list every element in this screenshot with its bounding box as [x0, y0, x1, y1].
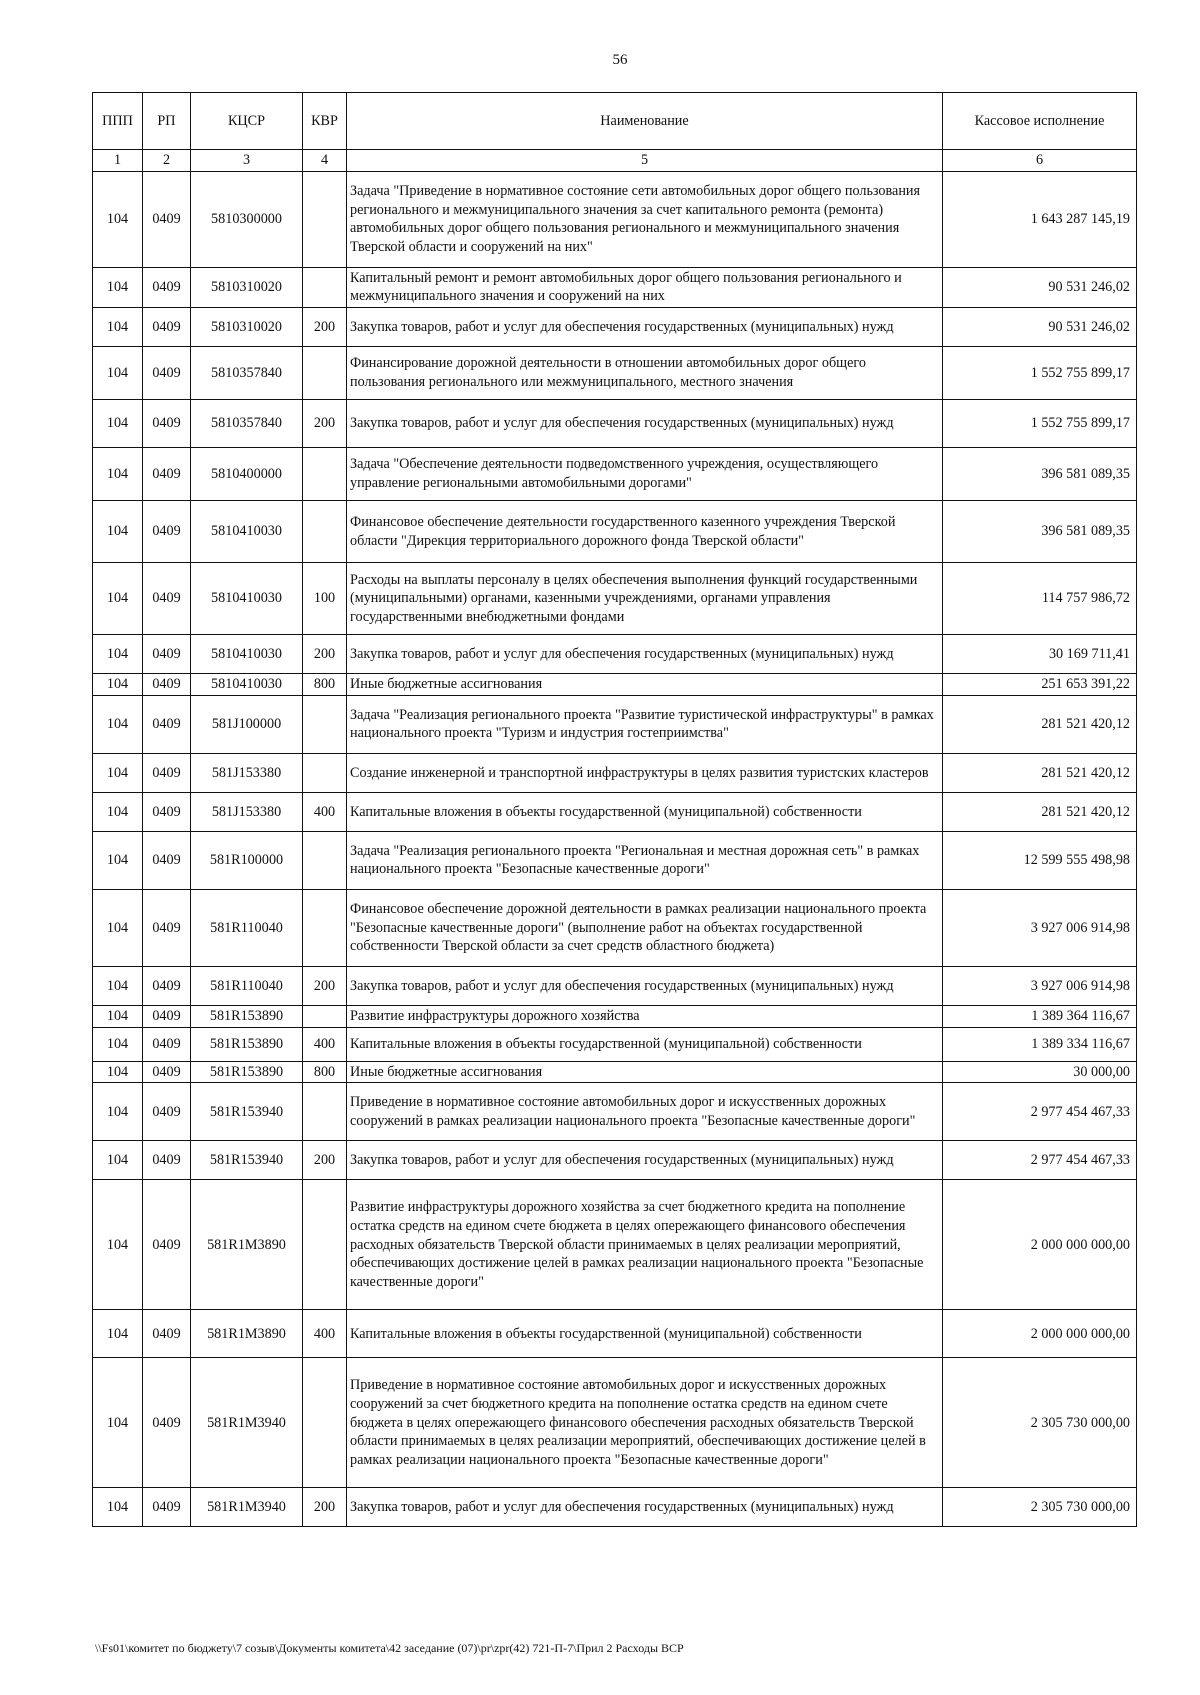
cell-amount: 2 305 730 000,00: [943, 1488, 1137, 1527]
cell-ppp: 104: [93, 1061, 143, 1083]
cell-kvr: [303, 753, 347, 792]
table-row: [93, 1180, 1137, 1310]
cell-name: Закупка товаров, работ и услуг для обеспечения государственных (муниципальных) нужд: [347, 635, 943, 674]
cell-name: Финансирование дорожной деятельности в отношении автомобильных дорог общего пользования регионального или межмуниципального, местного значения: [347, 347, 943, 400]
cell-rp: 0409: [143, 1180, 191, 1310]
cell-kvr: 200: [303, 1141, 347, 1180]
cell-amount: 90 531 246,02: [943, 308, 1137, 347]
cell-kvr: [303, 695, 347, 753]
cell-rp: 0409: [143, 347, 191, 400]
table-row: [93, 966, 1137, 1005]
table-row: [93, 831, 1137, 889]
cell-name: Расходы на выплаты персоналу в целях обеспечения выполнения функций государственными (муниципальными) органами, казенными учреждениями, органами управления государственными внебюджетными фондами: [347, 563, 943, 635]
cell-amount: 2 000 000 000,00: [943, 1310, 1137, 1358]
cell-kcsr: 5810357840: [191, 400, 303, 448]
cell-name: Капитальные вложения в объекты государственной (муниципальной) собственности: [347, 1027, 943, 1061]
cell-name: Закупка товаров, работ и услуг для обеспечения государственных (муниципальных) нужд: [347, 1141, 943, 1180]
cell-name: Капитальные вложения в объекты государственной (муниципальной) собственности: [347, 792, 943, 831]
cell-kvr: 200: [303, 966, 347, 1005]
cell-kcsr: 581R153940: [191, 1141, 303, 1180]
cell-kcsr: 5810410030: [191, 501, 303, 563]
table-row: [93, 501, 1137, 563]
cell-ppp: 104: [93, 501, 143, 563]
column-number: 6: [943, 150, 1137, 172]
table-row: [93, 1027, 1137, 1061]
cell-kvr: 800: [303, 1061, 347, 1083]
cell-rp: 0409: [143, 792, 191, 831]
cell-ppp: 104: [93, 1027, 143, 1061]
cell-amount: 1 552 755 899,17: [943, 347, 1137, 400]
cell-name: Задача "Обеспечение деятельности подведомственного учреждения, осуществляющего управление региональными автомобильными дорогами": [347, 448, 943, 501]
header-ppp: ППП: [93, 93, 143, 150]
cell-kvr: [303, 1005, 347, 1027]
cell-amount: 1 643 287 145,19: [943, 171, 1137, 267]
cell-rp: 0409: [143, 1083, 191, 1141]
table-row: [93, 1310, 1137, 1358]
cell-kcsr: 5810410030: [191, 674, 303, 696]
header-rp: РП: [143, 93, 191, 150]
cell-kcsr: 5810310020: [191, 267, 303, 307]
cell-rp: 0409: [143, 448, 191, 501]
cell-name: Создание инженерной и транспортной инфраструктуры в целях развития туристских кластеров: [347, 753, 943, 792]
cell-rp: 0409: [143, 966, 191, 1005]
table-row: [93, 171, 1137, 267]
cell-ppp: 104: [93, 792, 143, 831]
cell-amount: 2 977 454 467,33: [943, 1083, 1137, 1141]
cell-name: Капитальный ремонт и ремонт автомобильных дорог общего пользования регионального и межмуниципального значения и сооружений на них: [347, 267, 943, 307]
cell-name: Закупка товаров, работ и услуг для обеспечения государственных (муниципальных) нужд: [347, 400, 943, 448]
cell-ppp: 104: [93, 831, 143, 889]
column-number: 3: [191, 150, 303, 172]
cell-kcsr: 581R1M3890: [191, 1180, 303, 1310]
cell-kcsr: 581R110040: [191, 966, 303, 1005]
cell-kvr: [303, 831, 347, 889]
cell-kcsr: 5810410030: [191, 635, 303, 674]
cell-ppp: 104: [93, 966, 143, 1005]
table-row: [93, 267, 1137, 307]
table-row: [93, 695, 1137, 753]
budget-table: [92, 92, 1137, 1527]
table-row: [93, 563, 1137, 635]
cell-kvr: 200: [303, 400, 347, 448]
cell-rp: 0409: [143, 889, 191, 966]
cell-ppp: 104: [93, 1141, 143, 1180]
cell-amount: 281 521 420,12: [943, 695, 1137, 753]
cell-ppp: 104: [93, 1358, 143, 1488]
cell-kvr: 100: [303, 563, 347, 635]
cell-ppp: 104: [93, 753, 143, 792]
cell-kcsr: 581R153890: [191, 1061, 303, 1083]
cell-amount: 396 581 089,35: [943, 501, 1137, 563]
table-row: [93, 1358, 1137, 1488]
cell-kcsr: 581R100000: [191, 831, 303, 889]
cell-kvr: [303, 347, 347, 400]
cell-amount: 30 000,00: [943, 1061, 1137, 1083]
cell-ppp: 104: [93, 1310, 143, 1358]
cell-rp: 0409: [143, 267, 191, 307]
cell-rp: 0409: [143, 1358, 191, 1488]
cell-ppp: 104: [93, 308, 143, 347]
cell-amount: 30 169 711,41: [943, 635, 1137, 674]
column-number: 4: [303, 150, 347, 172]
cell-rp: 0409: [143, 1488, 191, 1527]
table-row: [93, 635, 1137, 674]
table-row: [93, 753, 1137, 792]
table-row: [93, 1488, 1137, 1527]
column-number: 2: [143, 150, 191, 172]
cell-amount: 1 552 755 899,17: [943, 400, 1137, 448]
table-row: [93, 448, 1137, 501]
cell-kvr: [303, 501, 347, 563]
cell-kvr: [303, 889, 347, 966]
cell-ppp: 104: [93, 400, 143, 448]
cell-ppp: 104: [93, 1005, 143, 1027]
cell-name: Иные бюджетные ассигнования: [347, 674, 943, 696]
cell-kvr: 200: [303, 635, 347, 674]
cell-rp: 0409: [143, 563, 191, 635]
cell-kcsr: 5810357840: [191, 347, 303, 400]
cell-name: Финансовое обеспечение деятельности государственного казенного учреждения Тверской области "Дирекция территориального дорожного фонда Тверской области": [347, 501, 943, 563]
cell-name: Задача "Реализация регионального проекта "Развитие туристической инфраструктуры" в рамках национального проекта "Туризм и индустрия гостеприимства": [347, 695, 943, 753]
cell-amount: 114 757 986,72: [943, 563, 1137, 635]
cell-amount: 3 927 006 914,98: [943, 966, 1137, 1005]
table-row: [93, 792, 1137, 831]
cell-name: Задача "Реализация регионального проекта "Региональная и местная дорожная сеть" в рамках национального проекта "Безопасные качественные дороги": [347, 831, 943, 889]
cell-rp: 0409: [143, 1310, 191, 1358]
column-number: 5: [347, 150, 943, 172]
cell-name: Капитальные вложения в объекты государственной (муниципальной) собственности: [347, 1310, 943, 1358]
cell-kvr: [303, 171, 347, 267]
table-row: [93, 347, 1137, 400]
cell-ppp: 104: [93, 1180, 143, 1310]
cell-rp: 0409: [143, 1005, 191, 1027]
cell-amount: 1 389 334 116,67: [943, 1027, 1137, 1061]
column-number-row: [93, 150, 1137, 172]
cell-kcsr: 581J153380: [191, 792, 303, 831]
header-amount: Кассовое исполнение: [943, 93, 1137, 150]
cell-amount: 90 531 246,02: [943, 267, 1137, 307]
cell-amount: 3 927 006 914,98: [943, 889, 1137, 966]
cell-kcsr: 5810310020: [191, 308, 303, 347]
cell-kvr: 400: [303, 1310, 347, 1358]
cell-rp: 0409: [143, 674, 191, 696]
cell-kvr: 200: [303, 308, 347, 347]
cell-amount: 281 521 420,12: [943, 792, 1137, 831]
cell-kvr: [303, 267, 347, 307]
cell-kvr: [303, 1083, 347, 1141]
cell-kcsr: 581R1M3940: [191, 1358, 303, 1488]
header-kcsr: КЦСР: [191, 93, 303, 150]
cell-ppp: 104: [93, 563, 143, 635]
page-number: 56: [612, 52, 628, 68]
cell-amount: 396 581 089,35: [943, 448, 1137, 501]
cell-amount: 2 305 730 000,00: [943, 1358, 1137, 1488]
cell-name: Развитие инфраструктуры дорожного хозяйства: [347, 1005, 943, 1027]
cell-amount: 2 977 454 467,33: [943, 1141, 1137, 1180]
cell-kcsr: 581R153890: [191, 1005, 303, 1027]
cell-rp: 0409: [143, 1027, 191, 1061]
table-row: [93, 889, 1137, 966]
footer-file-path: \\Fs01\комитет по бюджету\7 созыв\Документы комитета\42 заседание (07)\pr\zpr(42) 721-П-7\Прил 2 Расходы ВСР: [95, 1641, 684, 1655]
cell-ppp: 104: [93, 1083, 143, 1141]
cell-rp: 0409: [143, 1141, 191, 1180]
cell-kcsr: 581R1M3940: [191, 1488, 303, 1527]
cell-rp: 0409: [143, 635, 191, 674]
table-row: [93, 400, 1137, 448]
cell-ppp: 104: [93, 889, 143, 966]
cell-kvr: [303, 1180, 347, 1310]
cell-kcsr: 581R153890: [191, 1027, 303, 1061]
cell-kcsr: 581J100000: [191, 695, 303, 753]
cell-amount: 1 389 364 116,67: [943, 1005, 1137, 1027]
cell-name: Приведение в нормативное состояние автомобильных дорог и искусственных дорожных сооружений в рамках реализации национального проекта "Безопасные качественные дороги": [347, 1083, 943, 1141]
cell-name: Закупка товаров, работ и услуг для обеспечения государственных (муниципальных) нужд: [347, 966, 943, 1005]
table-header-row: [93, 93, 1137, 150]
header-kvr: КВР: [303, 93, 347, 150]
cell-kcsr: 581J153380: [191, 753, 303, 792]
cell-name: Закупка товаров, работ и услуг для обеспечения государственных (муниципальных) нужд: [347, 308, 943, 347]
cell-ppp: 104: [93, 347, 143, 400]
cell-amount: 12 599 555 498,98: [943, 831, 1137, 889]
cell-name: Развитие инфраструктуры дорожного хозяйства за счет бюджетного кредита на пополнение остатка средств на едином счете бюджета в целях опережающего финансового обеспечения расходных обязательств Тверской области принимаемых в целях реализации мероприятий, обеспечивающих достижение целей в рамках реализации национального проекта "Безопасные качественные дороги": [347, 1180, 943, 1310]
cell-rp: 0409: [143, 171, 191, 267]
cell-kcsr: 581R153940: [191, 1083, 303, 1141]
table-row: [93, 308, 1137, 347]
column-number: 1: [93, 150, 143, 172]
cell-ppp: 104: [93, 267, 143, 307]
cell-rp: 0409: [143, 501, 191, 563]
cell-name: Приведение в нормативное состояние автомобильных дорог и искусственных дорожных сооружений за счет бюджетного кредита на пополнение остатка средств на едином счете бюджета в целях опережающего финансового обеспечения расходных обязательств Тверской области принимаемых в целях реализации мероприятий, обеспечивающих достижение целей в рамках реализации национального проекта "Безопасные качественные дороги": [347, 1358, 943, 1488]
cell-amount: 2 000 000 000,00: [943, 1180, 1137, 1310]
cell-kcsr: 581R1M3890: [191, 1310, 303, 1358]
cell-kvr: 400: [303, 1027, 347, 1061]
cell-name: Задача "Приведение в нормативное состояние сети автомобильных дорог общего пользования регионального и межмуниципального значения за счет капитального ремонта (ремонта) автомобильных дорог общего пользования регионального и межмуниципального значения Тверской области и сооружений на них": [347, 171, 943, 267]
cell-kvr: 800: [303, 674, 347, 696]
header-name: Наименование: [347, 93, 943, 150]
cell-ppp: 104: [93, 635, 143, 674]
cell-rp: 0409: [143, 753, 191, 792]
cell-ppp: 104: [93, 695, 143, 753]
cell-name: Закупка товаров, работ и услуг для обеспечения государственных (муниципальных) нужд: [347, 1488, 943, 1527]
cell-ppp: 104: [93, 674, 143, 696]
table-body: [93, 171, 1137, 1527]
cell-ppp: 104: [93, 448, 143, 501]
cell-kcsr: 5810300000: [191, 171, 303, 267]
cell-rp: 0409: [143, 1061, 191, 1083]
cell-ppp: 104: [93, 1488, 143, 1527]
cell-ppp: 104: [93, 171, 143, 267]
table-row: [93, 674, 1137, 696]
cell-rp: 0409: [143, 400, 191, 448]
cell-kcsr: 5810400000: [191, 448, 303, 501]
cell-name: Иные бюджетные ассигнования: [347, 1061, 943, 1083]
cell-amount: 251 653 391,22: [943, 674, 1137, 696]
cell-kvr: [303, 448, 347, 501]
cell-rp: 0409: [143, 695, 191, 753]
cell-kvr: 400: [303, 792, 347, 831]
cell-amount: 281 521 420,12: [943, 753, 1137, 792]
cell-kvr: [303, 1358, 347, 1488]
cell-rp: 0409: [143, 831, 191, 889]
cell-kcsr: 581R110040: [191, 889, 303, 966]
cell-name: Финансовое обеспечение дорожной деятельности в рамках реализации национального проекта "Безопасные качественные дороги" (выполнение работ на объектах государственной собственности Тверской области за счет средств областного бюджета): [347, 889, 943, 966]
table-row: [93, 1061, 1137, 1083]
cell-kcsr: 5810410030: [191, 563, 303, 635]
table-row: [93, 1083, 1137, 1141]
table-row: [93, 1141, 1137, 1180]
cell-kvr: 200: [303, 1488, 347, 1527]
cell-rp: 0409: [143, 308, 191, 347]
table-row: [93, 1005, 1137, 1027]
